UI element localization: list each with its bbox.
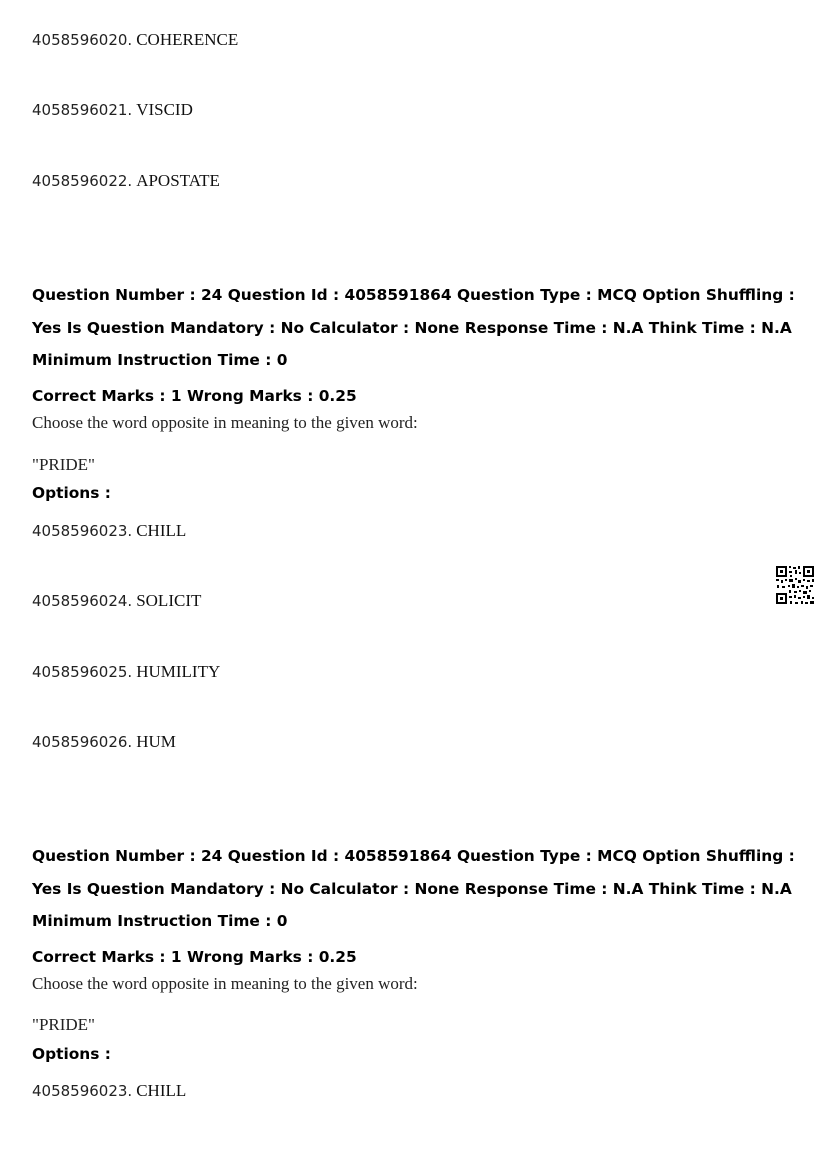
option-item [32, 1081, 186, 1101]
question-meta: Question Number : 24 Question Id : 4058591864 Question Type : MCQ Option Shuffling : Yes Is Question Mandatory : No Calculator : None Response Time : N.A Think Time : N.A Minimum Instruction Time : 0 [32, 286, 795, 369]
option-id: 4058596026. [32, 733, 133, 751]
option-text: HUM [136, 732, 176, 751]
option-id: 4058596023. [32, 522, 133, 540]
options-label: Options : [32, 1045, 111, 1063]
option-item [32, 591, 201, 611]
option-id: 4058596022. [32, 172, 133, 190]
option-id: 4058596024. [32, 592, 133, 610]
option-text: HUMILITY [136, 662, 221, 681]
option-item [32, 662, 220, 682]
question-word: "PRIDE" [32, 455, 95, 474]
option-text: VISCID [136, 100, 193, 119]
option-id: 4058596020. [32, 31, 133, 49]
option-text: SOLICIT [136, 591, 202, 610]
options-label: Options : [32, 484, 111, 502]
question-meta: Question Number : 24 Question Id : 4058591864 Question Type : MCQ Option Shuffling : Yes Is Question Mandatory : No Calculator : None Response Time : N.A Think Time : N.A Minimum Instruction Time : 0 [32, 847, 795, 930]
option-id: 4058596023. [32, 1082, 133, 1100]
option-text: CHILL [136, 1081, 187, 1100]
option-text: COHERENCE [136, 30, 239, 49]
option-item [32, 100, 193, 120]
option-item [32, 521, 186, 541]
option-text: CHILL [136, 521, 187, 540]
question-marks: Correct Marks : 1 Wrong Marks : 0.25 [32, 948, 357, 966]
question-prompt: Choose the word opposite in meaning to the given word: [32, 413, 418, 432]
option-text: APOSTATE [136, 171, 220, 190]
option-item [32, 30, 238, 50]
option-id: 4058596025. [32, 663, 133, 681]
question-marks: Correct Marks : 1 Wrong Marks : 0.25 [32, 387, 357, 405]
question-word: "PRIDE" [32, 1015, 95, 1034]
option-item [32, 732, 176, 752]
qr-code-icon [775, 565, 815, 605]
question-prompt: Choose the word opposite in meaning to the given word: [32, 974, 418, 993]
option-id: 4058596021. [32, 101, 133, 119]
option-item [32, 171, 220, 191]
